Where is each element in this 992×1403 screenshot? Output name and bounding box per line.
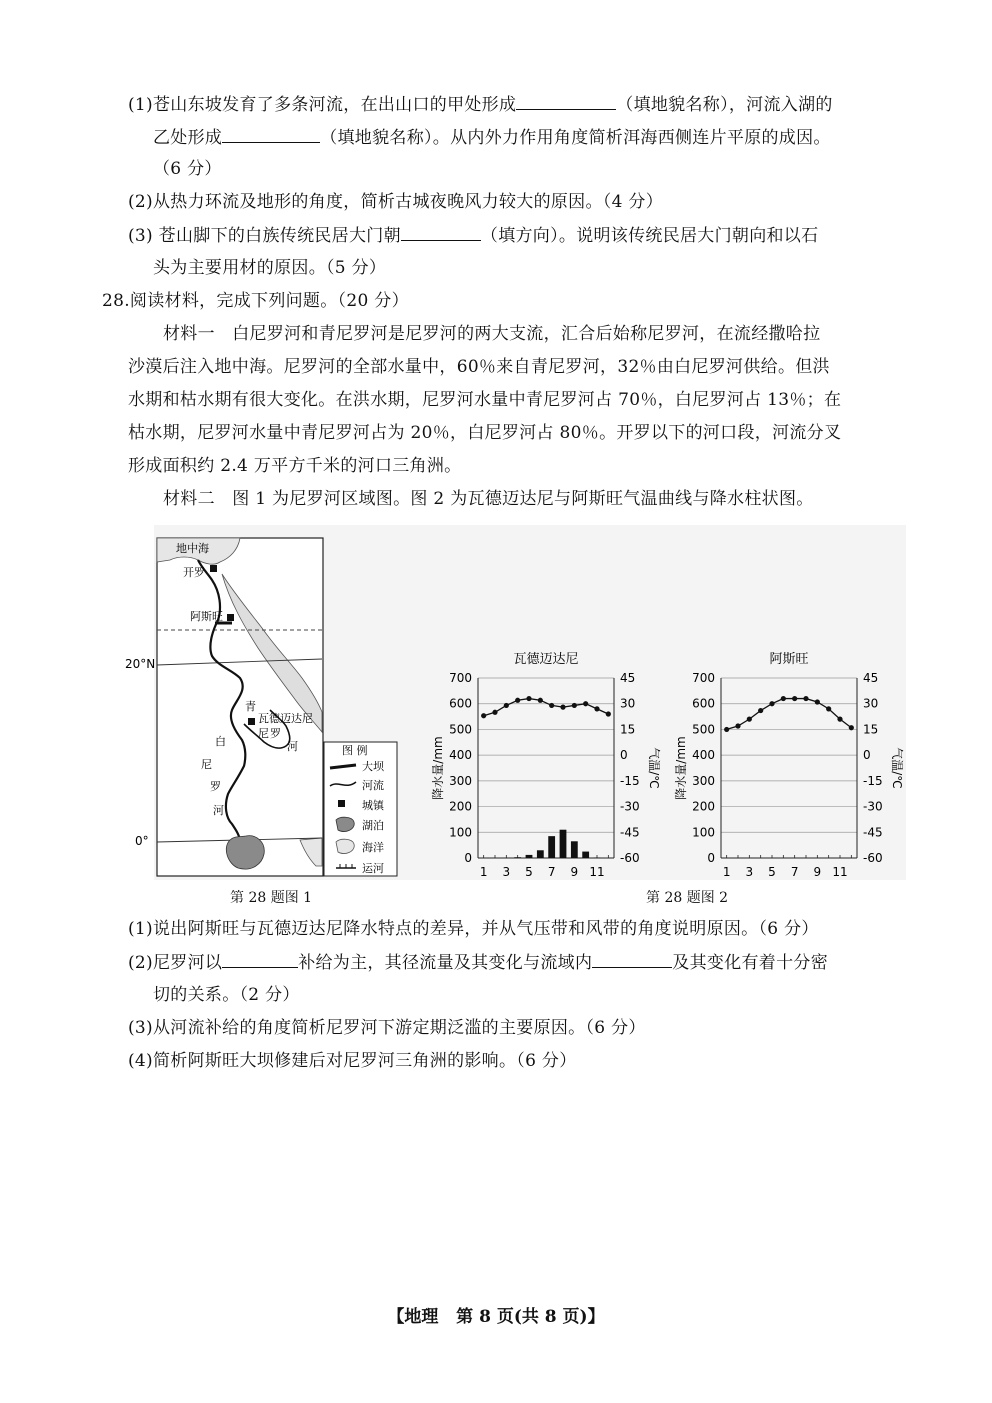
precip-bar [582,852,589,858]
y2-tick-label: -60 [863,851,883,865]
temperature-point [515,698,520,703]
answer-blank[interactable] [592,951,672,968]
text: 乙处形成 [153,128,223,148]
x-tick-label: 9 [813,865,822,879]
temperature-point [594,706,599,711]
y2-tick-label: -30 [863,799,883,814]
y2-tick-label: 0 [620,748,628,763]
white-nile-label: 河 [213,804,224,817]
temperature-point [481,713,486,718]
y-tick-label: 400 [692,748,715,763]
lat-20-label: 20°N [125,657,156,671]
x-tick-label: 7 [790,865,799,879]
legend-lake-symbol [336,817,354,831]
temperature-point [849,725,854,730]
aswan-marker [227,614,234,621]
y-tick-label: 700 [692,671,715,685]
blue-nile-label: 青 [245,700,256,713]
footer-page: 第 8 页(共 8 页)】 [456,1307,605,1327]
y-tick-label: 400 [449,748,472,763]
y2-tick-label: 0 [863,748,871,763]
material1-line2: 沙漠后注入地中海。尼罗河的全部水量中，60％来自青尼罗河，32％由白尼罗河供给。但洪 [128,357,830,377]
material1-line5: 形成面积约 2.4 万平方千米的河口三角洲。 [128,456,462,476]
chart-title: 阿斯旺 [769,652,809,667]
precip-bar [526,855,533,858]
legend-label-ocean: 海洋 [362,841,384,854]
blue-nile-label: 尼 [258,727,269,740]
y-tick-label: 600 [692,696,715,711]
white-nile-label: 白 [215,735,226,748]
q28-sub4: (4)简析阿斯旺大坝修建后对尼罗河三角洲的影响。（6 分） [128,1051,577,1071]
x-tick-label: 9 [570,865,579,879]
temperature-point [826,706,831,711]
y-axis-label: 降水量/mm [431,736,445,800]
material1-line3: 水期和枯水期有很大变化。在洪水期，尼罗河水量中青尼罗河占 70％，白尼罗河占 13％；在 [128,390,842,410]
material2: 材料二 图 1 为尼罗河区域图。图 2 为瓦德迈达尼与阿斯旺气温曲线与降水柱状图。 [163,489,814,509]
temperature-point [583,701,588,706]
answer-blank[interactable] [222,126,320,143]
aswan-label: 阿斯旺 [190,610,223,623]
temperature-point [526,696,531,701]
x-tick-label: 5 [525,865,533,879]
footer-subject: 【地理 [387,1307,439,1327]
y-tick-label: 300 [449,773,472,788]
precip-bar [594,857,601,858]
temperature-point [492,710,497,715]
blue-nile-label: 罗 [270,727,281,740]
answer-blank[interactable] [401,224,481,241]
temperature-point [560,705,565,710]
y-tick-label: 0 [464,851,472,865]
chart-caption: 第 28 题图 2 [646,890,729,906]
y2-tick-label: 30 [863,696,879,711]
y2-tick-label: -45 [863,825,883,840]
text: (2)尼罗河以 [128,953,223,973]
precip-bar [548,836,555,858]
temperature-point [758,708,763,713]
y2-tick-label: 45 [620,671,636,685]
temperature-point [606,711,611,716]
legend-title: 图 例 [342,744,368,757]
q28-sub1: (1)说出阿斯旺与瓦德迈达尼降水特点的差异，并从气压带和风带的角度说明原因。（6 分） [128,919,819,939]
map-frame [157,538,323,876]
chart-title: 瓦德迈达尼 [513,652,579,667]
temperature-point [803,696,808,701]
q28-title: 28.阅读材料，完成下列问题。（20 分） [102,291,409,311]
figure-area [0,520,992,920]
y2-tick-label: 30 [620,696,636,711]
y2-axis-label: 气温/℃ [647,747,661,789]
legend-label-canal: 运河 [362,862,384,875]
temperature-point [549,703,554,708]
legend-town-symbol [338,800,345,807]
white-nile-label: 尼 [201,758,212,771]
text: (1)苍山东坡发育了多条河流，在出山口的甲处形成 [128,95,517,115]
temperature-point [781,696,786,701]
q28-sub3: (3)从河流补给的角度简析尼罗河下游定期泛滥的主要原因。（6 分） [128,1018,646,1038]
map-caption: 第 28 题图 1 [230,890,313,906]
legend-label-town: 城镇 [362,799,384,812]
x-tick-label: 3 [502,865,511,879]
cairo-marker [210,565,217,572]
y-tick-label: 100 [692,825,715,840]
legend-label-river: 河流 [362,779,384,792]
x-tick-label: 1 [722,865,731,879]
answer-blank[interactable] [516,93,616,110]
temperature-point [769,701,774,706]
q27-p1-line2 [153,126,831,149]
y-tick-label: 500 [449,722,472,737]
y2-tick-label: 15 [863,722,879,737]
x-tick-label: 11 [589,865,605,879]
temperature-point [538,698,543,703]
y-tick-label: 300 [692,773,715,788]
y-tick-label: 200 [449,799,472,814]
text: 补给为主，其径流量及其变化与流域内 [298,953,593,973]
legend-ocean-symbol [336,839,354,853]
precip-bar [537,850,544,858]
precip-bar [571,841,578,858]
temperature-point [724,727,729,732]
y-tick-label: 500 [692,722,715,737]
q27-p3-line2: 头为主要用材的原因。（5 分） [153,258,387,278]
y-tick-label: 200 [692,799,715,814]
x-tick-label: 7 [547,865,556,879]
x-tick-label: 1 [479,865,488,879]
temperature-point [572,703,577,708]
temperature-point [815,699,820,704]
q27-p3-line1 [128,224,818,247]
legend-label-lake: 湖泊 [362,819,384,832]
temperature-point [735,723,740,728]
lake-victoria [226,836,264,869]
q28-sub2-line1 [128,951,828,974]
y-tick-label: 100 [449,825,472,840]
x-tick-label: 11 [832,865,848,879]
y2-tick-label: -45 [620,825,640,840]
temperature-point [747,717,752,722]
precip-bar [514,857,521,858]
y-tick-label: 700 [449,671,472,685]
material1-line1: 材料一 白尼罗河和青尼罗河是尼罗河的两大支流，汇合后始称尼罗河，在流经撒哈拉 [163,324,821,344]
y2-tick-label: -30 [620,799,640,814]
sea-label: 地中海 [176,542,209,555]
y2-tick-label: -60 [620,851,640,865]
text: （填地貌名称），河流入湖的 [616,95,833,115]
text: 及其变化有着十分密 [672,953,828,973]
precip-bar [560,830,567,858]
wad-madani-marker [248,718,255,725]
answer-blank[interactable] [222,951,298,968]
text: （填方向）。说明该传统民居大门朝向和以石 [480,226,819,246]
q27-p1-line3: （6 分） [153,159,222,179]
q27-p1-line1 [128,93,833,116]
y-tick-label: 600 [449,696,472,711]
white-nile-label: 罗 [210,780,221,793]
x-tick-label: 3 [745,865,754,879]
q27-p2: (2)从热力环流及地形的角度，简析古城夜晚风力较大的原因。（4 分） [128,192,663,212]
y2-tick-label: 15 [620,722,636,737]
text: (3) 苍山脚下的白族传统民居大门朝 [128,226,401,246]
y2-tick-label: 45 [863,671,879,685]
legend-label-dam: 大坝 [362,760,384,773]
temperature-point [792,696,797,701]
cairo-label: 开罗 [183,566,205,579]
y2-tick-label: -15 [863,773,883,788]
y2-tick-label: -15 [620,773,640,788]
page-footer [0,1302,992,1327]
lat-0-label: 0° [135,834,149,848]
blue-nile-label: 河 [287,740,298,753]
text: （填地貌名称）。从内外力作用角度简析洱海西侧连片平原的成因。 [320,128,831,148]
y2-axis-label: 气温/℃ [890,747,904,789]
temperature-point [504,703,509,708]
x-tick-label: 5 [768,865,776,879]
q28-sub2-line2: 切的关系。（2 分） [153,985,300,1005]
temperature-point [837,717,842,722]
y-axis-label: 降水量/mm [674,736,688,800]
y-tick-label: 0 [707,851,715,865]
material1-line4: 枯水期，尼罗河水量中青尼罗河占为 20％，白尼罗河占 80％。开罗以下的河口段，河流分叉 [128,423,842,443]
wad-madani-label: 瓦德迈达尼 [258,712,313,725]
legend-box [324,742,397,876]
